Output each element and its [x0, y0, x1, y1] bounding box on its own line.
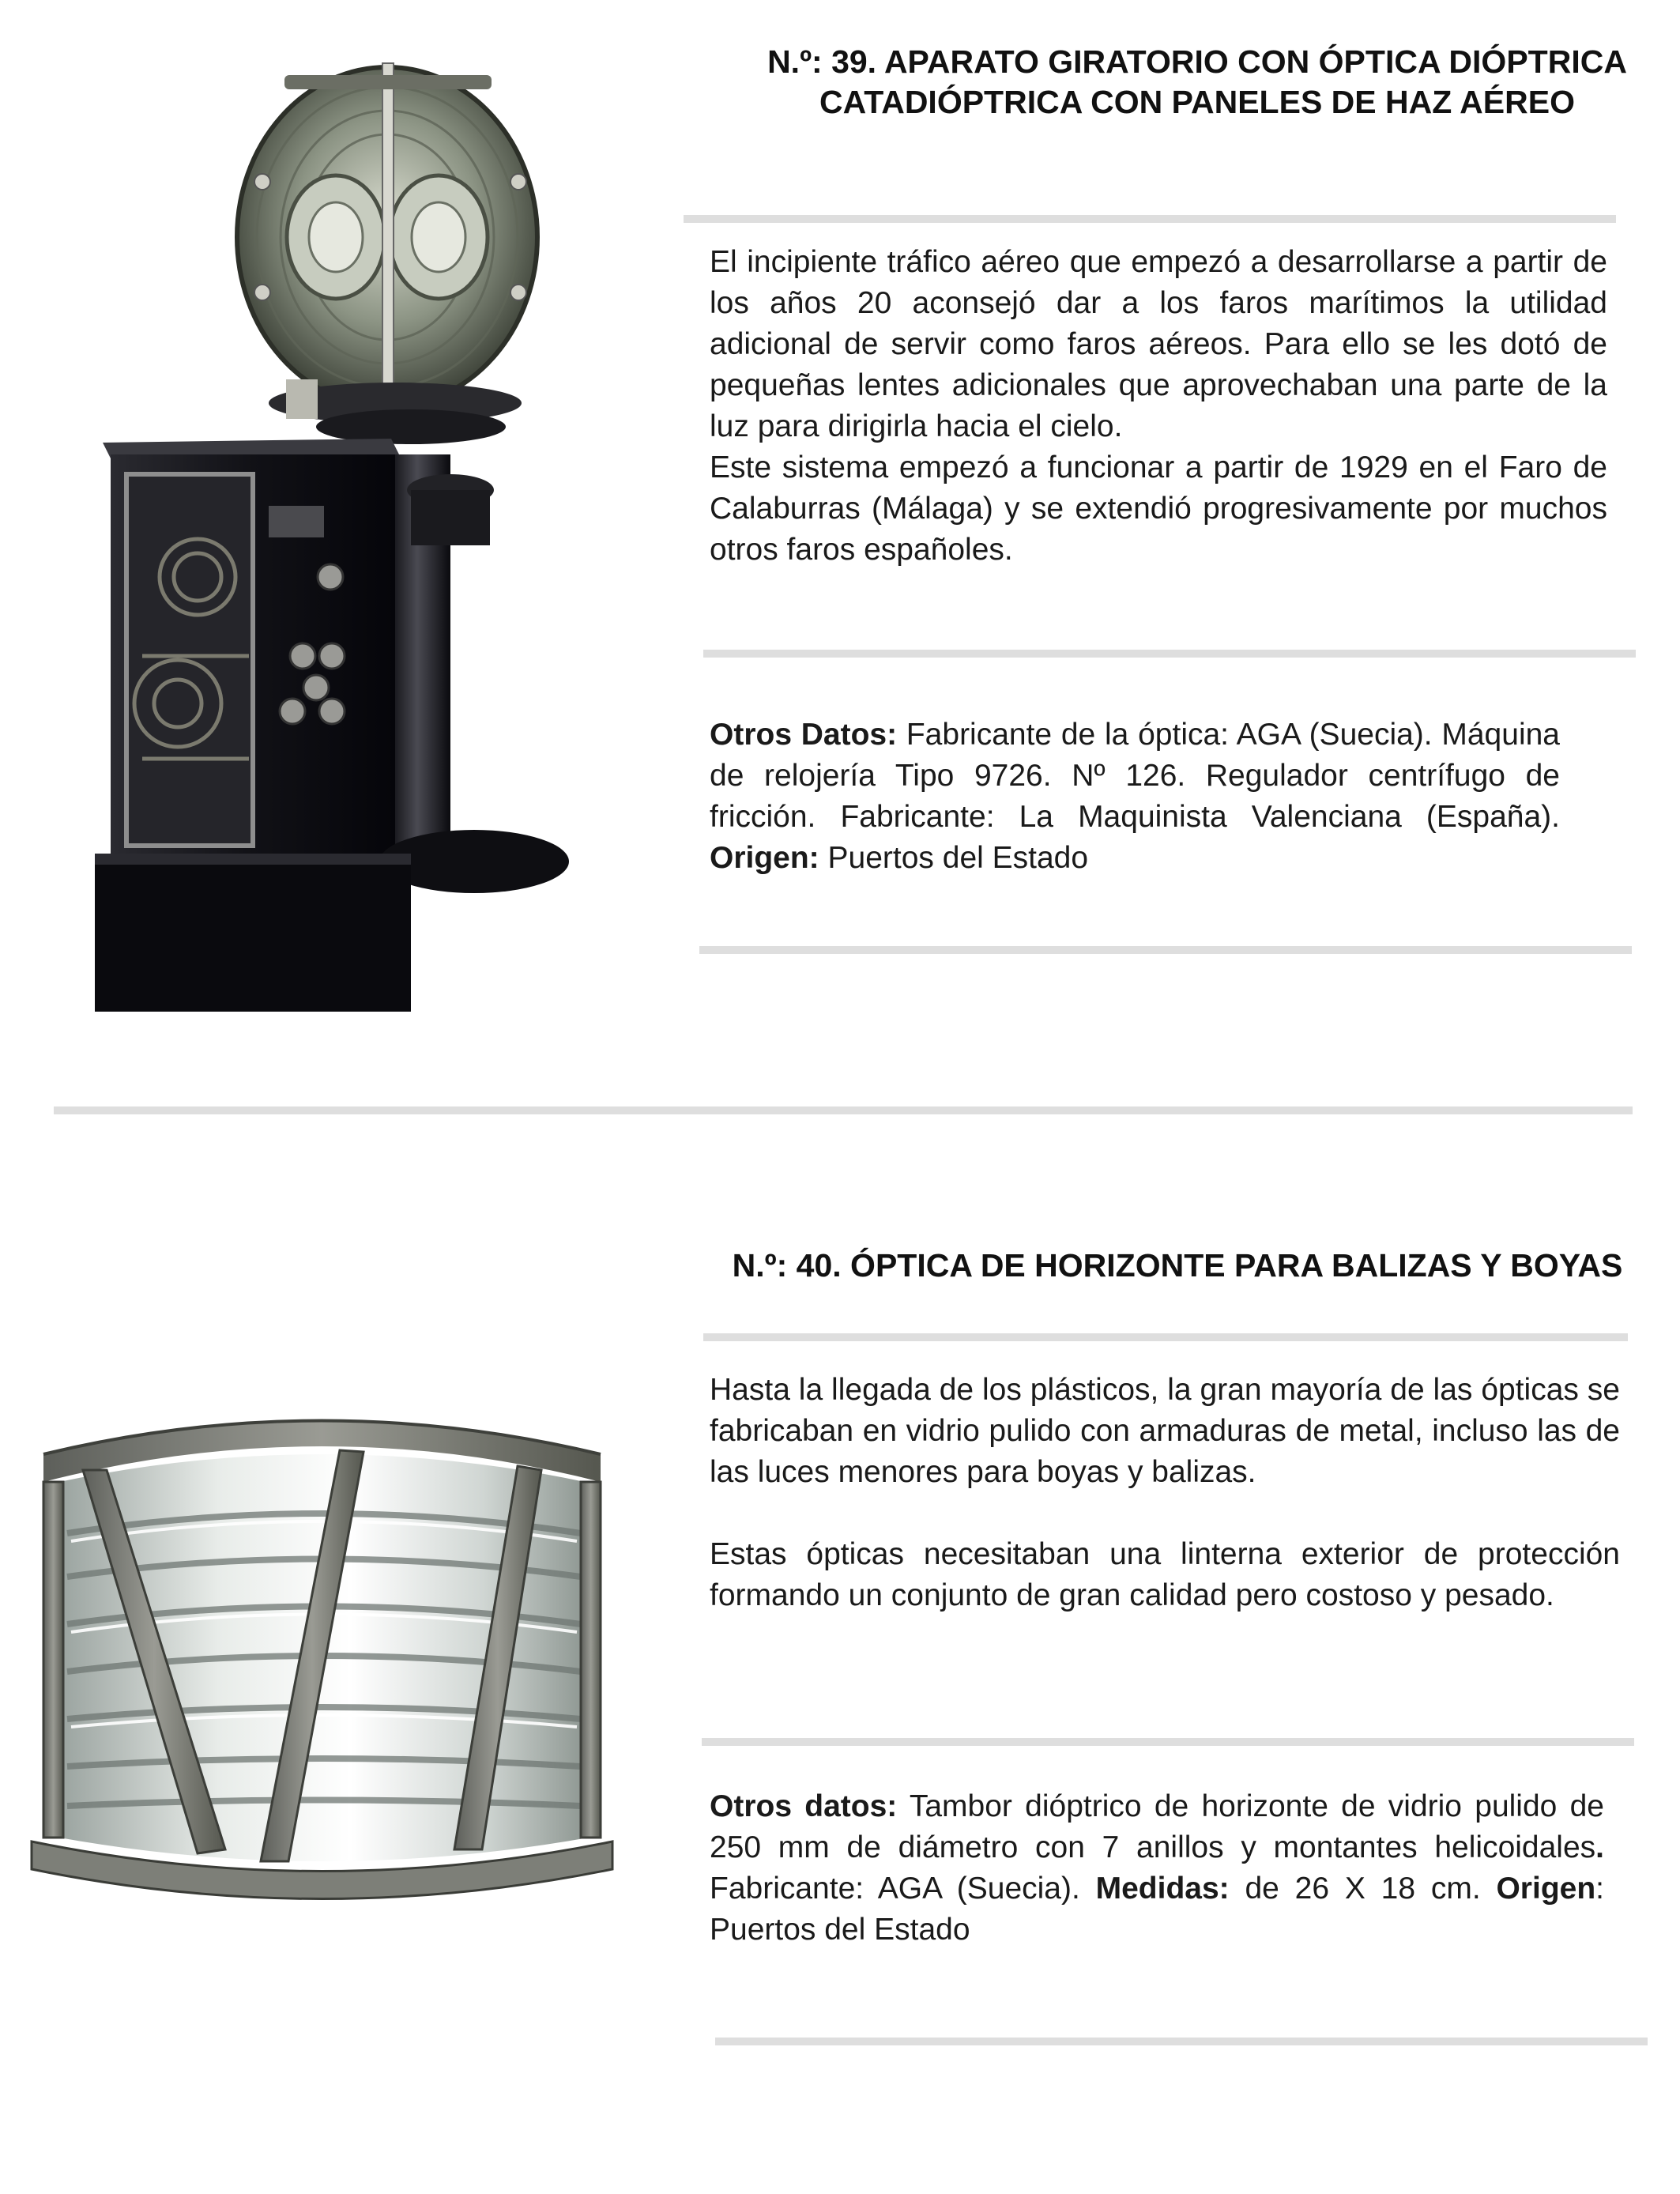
divider	[702, 1738, 1634, 1746]
item-39-other-data	[710, 714, 1560, 879]
divider	[703, 650, 1636, 658]
item-40-description-2: Estas ópticas necesitaban una linterna exterior de protección formando un conjunto de gran calidad pero costoso y pesado.	[710, 1537, 1620, 1612]
origin-text: Puertos del Estado	[819, 841, 1089, 875]
divider	[703, 1333, 1628, 1341]
measures-text: de 26 X 18 cm.	[1229, 1872, 1497, 1906]
item-40-title: N.º: 40. ÓPTICA DE HORIZONTE PARA BALIZAS Y BOYAS	[732, 1247, 1623, 1284]
origin-label: Origen:	[710, 841, 819, 875]
divider	[699, 946, 1632, 954]
item-39-description-2: Este sistema empezó a funcionar a partir de 1929 en el Faro de Calaburras (Málaga) y se extendió progresivamente por muchos otros faros españoles.	[710, 450, 1607, 567]
measures-label: Medidas:	[1095, 1872, 1230, 1906]
item-39-description	[710, 242, 1607, 571]
horizon-optic-photo	[28, 1395, 616, 1901]
other-data-label: Otros datos:	[710, 1789, 898, 1823]
origin-text: : Puertos del Estado	[710, 1872, 1604, 1947]
origin-label: Origen	[1496, 1872, 1596, 1906]
manufacturer-text: Fabricante: AGA (Suecia).	[710, 1872, 1096, 1906]
item-40-description-1: Hasta la llegada de los plásticos, la gran mayoría de las ópticas se fabricaban en vidrio pulido con armaduras de metal, incluso las de las luces menores para boyas y balizas.	[710, 1373, 1620, 1489]
item-39-description-1: El incipiente tráfico aéreo que empezó a desarrollarse a partir de los años 20 aconsejó dar a los faros marítimos la utilidad adicional de servir como faros aéreos. Para ello se les dotó de pequeñas lentes adicionales que aprovechaban una parte de la luz para dirigirla hacia el cielo.	[710, 245, 1607, 443]
item-39-title: N.º: 39. APARATO GIRATORIO CON ÓPTICA DIÓPTRICA CATADIÓPTRICA CON PANELES DE HAZ AÉREO	[767, 43, 1627, 120]
other-data-label: Otros Datos:	[710, 718, 898, 752]
other-data-dot: .	[1595, 1830, 1604, 1864]
other-data-text: Fabricante de la óptica: AGA (Suecia). Máquina de relojería Tipo 9726. Nº 126. Regulador centrífugo de fricción. Fabricante: La Maquinista Valenciana (España).	[710, 718, 1560, 834]
rotating-apparatus-photo	[79, 32, 680, 1012]
divider	[684, 215, 1616, 223]
section-separator	[54, 1106, 1633, 1114]
item-40-other-data	[710, 1786, 1604, 1951]
other-data-text: Tambor dióptrico de horizonte de vidrio pulido de 250 mm de diámetro con 7 anillos y montantes helicoidales	[710, 1789, 1604, 1864]
item-40-description	[710, 1370, 1620, 1616]
divider	[715, 2038, 1648, 2045]
